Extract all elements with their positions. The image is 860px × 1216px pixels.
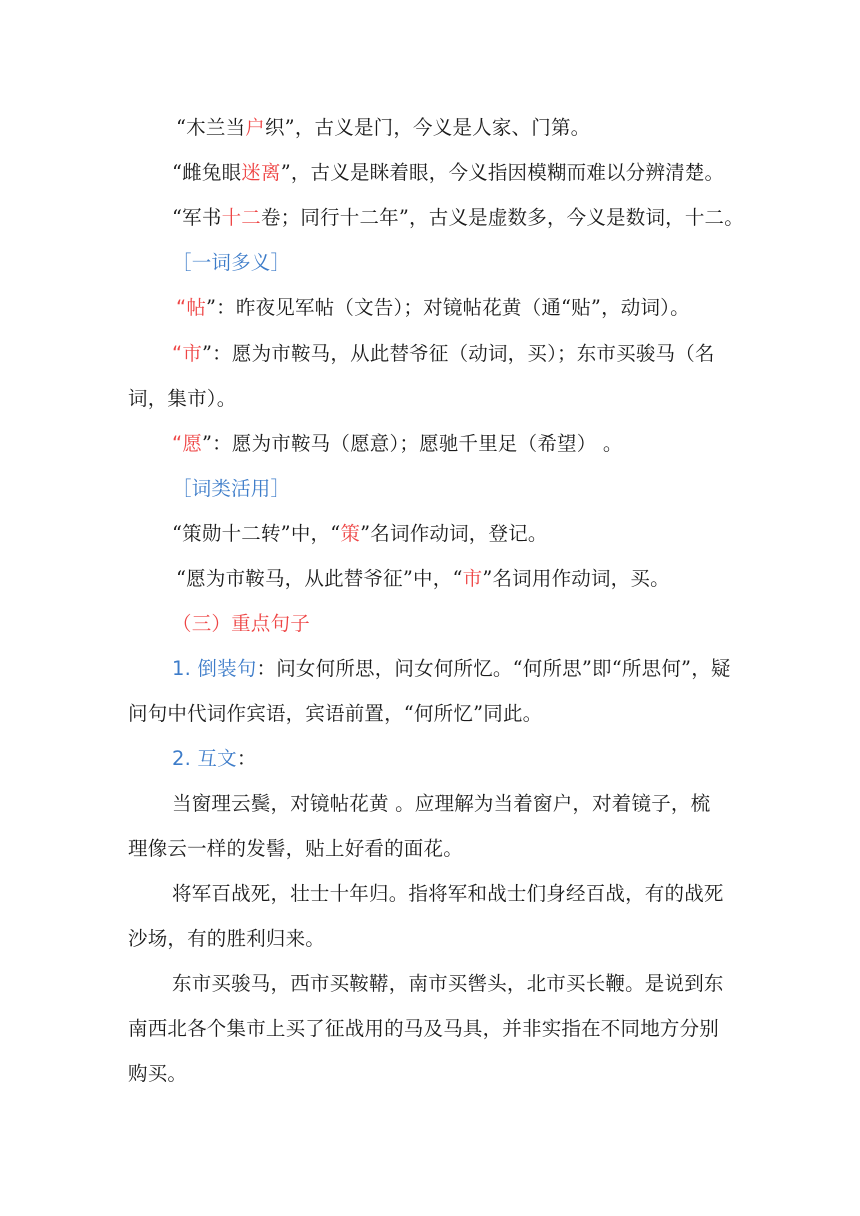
polysemy-shi-line [172,340,715,368]
text-segment: “策勋十二转”中，“ [172,522,341,545]
word-class-line-2 [176,565,670,593]
key-word: 策 [340,522,361,545]
key-word: 市 [462,567,483,590]
quote-mark: “ [176,296,187,319]
inversion-line [172,655,731,683]
highlight-word: 十二 [221,206,261,229]
text-segment: ”名词作动词，登记。 [360,522,548,545]
highlight-word: 户 [245,116,265,139]
polysemy-tie-line [176,294,690,322]
text-segment: 织”，古义是门，今义是人家、门第。 [264,116,591,139]
text-segment: ”名词用作动词，买。 [482,567,670,590]
text-segment: ”：昨夜见军帖（文告）；对镜帖花黄（通“贴”，动词）。 [206,296,690,319]
text-segment: “军书 [172,206,222,229]
ancient-modern-line-2 [172,159,724,187]
word-class-line-1 [172,520,548,548]
intertext-p1-l1: 当窗理云鬓，对镜帖花黄 。应理解为当着窗户，对着镜子，梳 [172,792,711,815]
key-word: 帖 [186,296,207,319]
key-word: 愿 [182,432,203,455]
intertext-p3-l3: 购买。 [128,1062,188,1085]
polysemy-shi-cont: 词，集市）。 [128,387,237,410]
text-segment: “木兰当 [176,116,246,139]
intertext-p1-l2: 理像云一样的发髻，贴上好看的面花。 [128,837,463,860]
text-segment: ： [236,747,257,770]
intertext-p3-l2: 南西北各个集市上买了征战用的马及马具，并非实指在不同地方分别 [128,1017,720,1040]
text-segment: “愿为市鞍马，从此替爷征”中，“ [176,567,463,590]
quote-mark: “ [172,432,183,455]
word-class-heading: ［词类活用］ [172,477,291,500]
text-segment: ”：愿为市鞍马（愿意）；愿驰千里足（希望） 。 [202,432,623,455]
item-label: 2. 互文 [172,747,237,770]
text-segment: ”，古义是眯着眼，今义指因模糊而难以分辨清楚。 [280,161,725,184]
intertext-p2-l2: 沙场，有的胜利归来。 [128,927,326,950]
text-segment: ：问女何所思，问女何所忆。“何所思”即“所思何”，疑 [256,657,731,680]
ancient-modern-line-3 [172,204,744,232]
polysemy-yuan-line [172,430,623,458]
highlight-word: 迷离 [241,161,281,184]
intertext-p3-l1: 东市买骏马，西市买鞍鞯，南市买辔头，北市买长鞭。是说到东 [172,972,724,995]
intertext-p2-l1: 将军百战死，壮士十年归。指将军和战士们身经百战，有的战死 [172,882,724,905]
ancient-modern-line-1 [176,114,590,142]
quote-mark: “ [172,342,183,365]
text-segment: 卷；同行十二年”，古义是虚数多，今义是数词，十二。 [260,206,744,229]
item-label: 1. 倒装句 [172,657,257,680]
text-segment: ”：愿为市鞍马，从此替爷征（动词，买）；东市买骏马（名 [202,342,715,365]
key-sentences-heading: （三）重点句子 [172,612,310,635]
text-segment: “雌兔眼 [172,161,242,184]
polysemy-heading: ［一词多义］ [172,251,291,274]
inversion-cont: 问句中代词作宾语，宾语前置，“何所忆”同此。 [128,702,543,725]
key-word: 市 [182,342,203,365]
intertext-heading [172,745,257,773]
